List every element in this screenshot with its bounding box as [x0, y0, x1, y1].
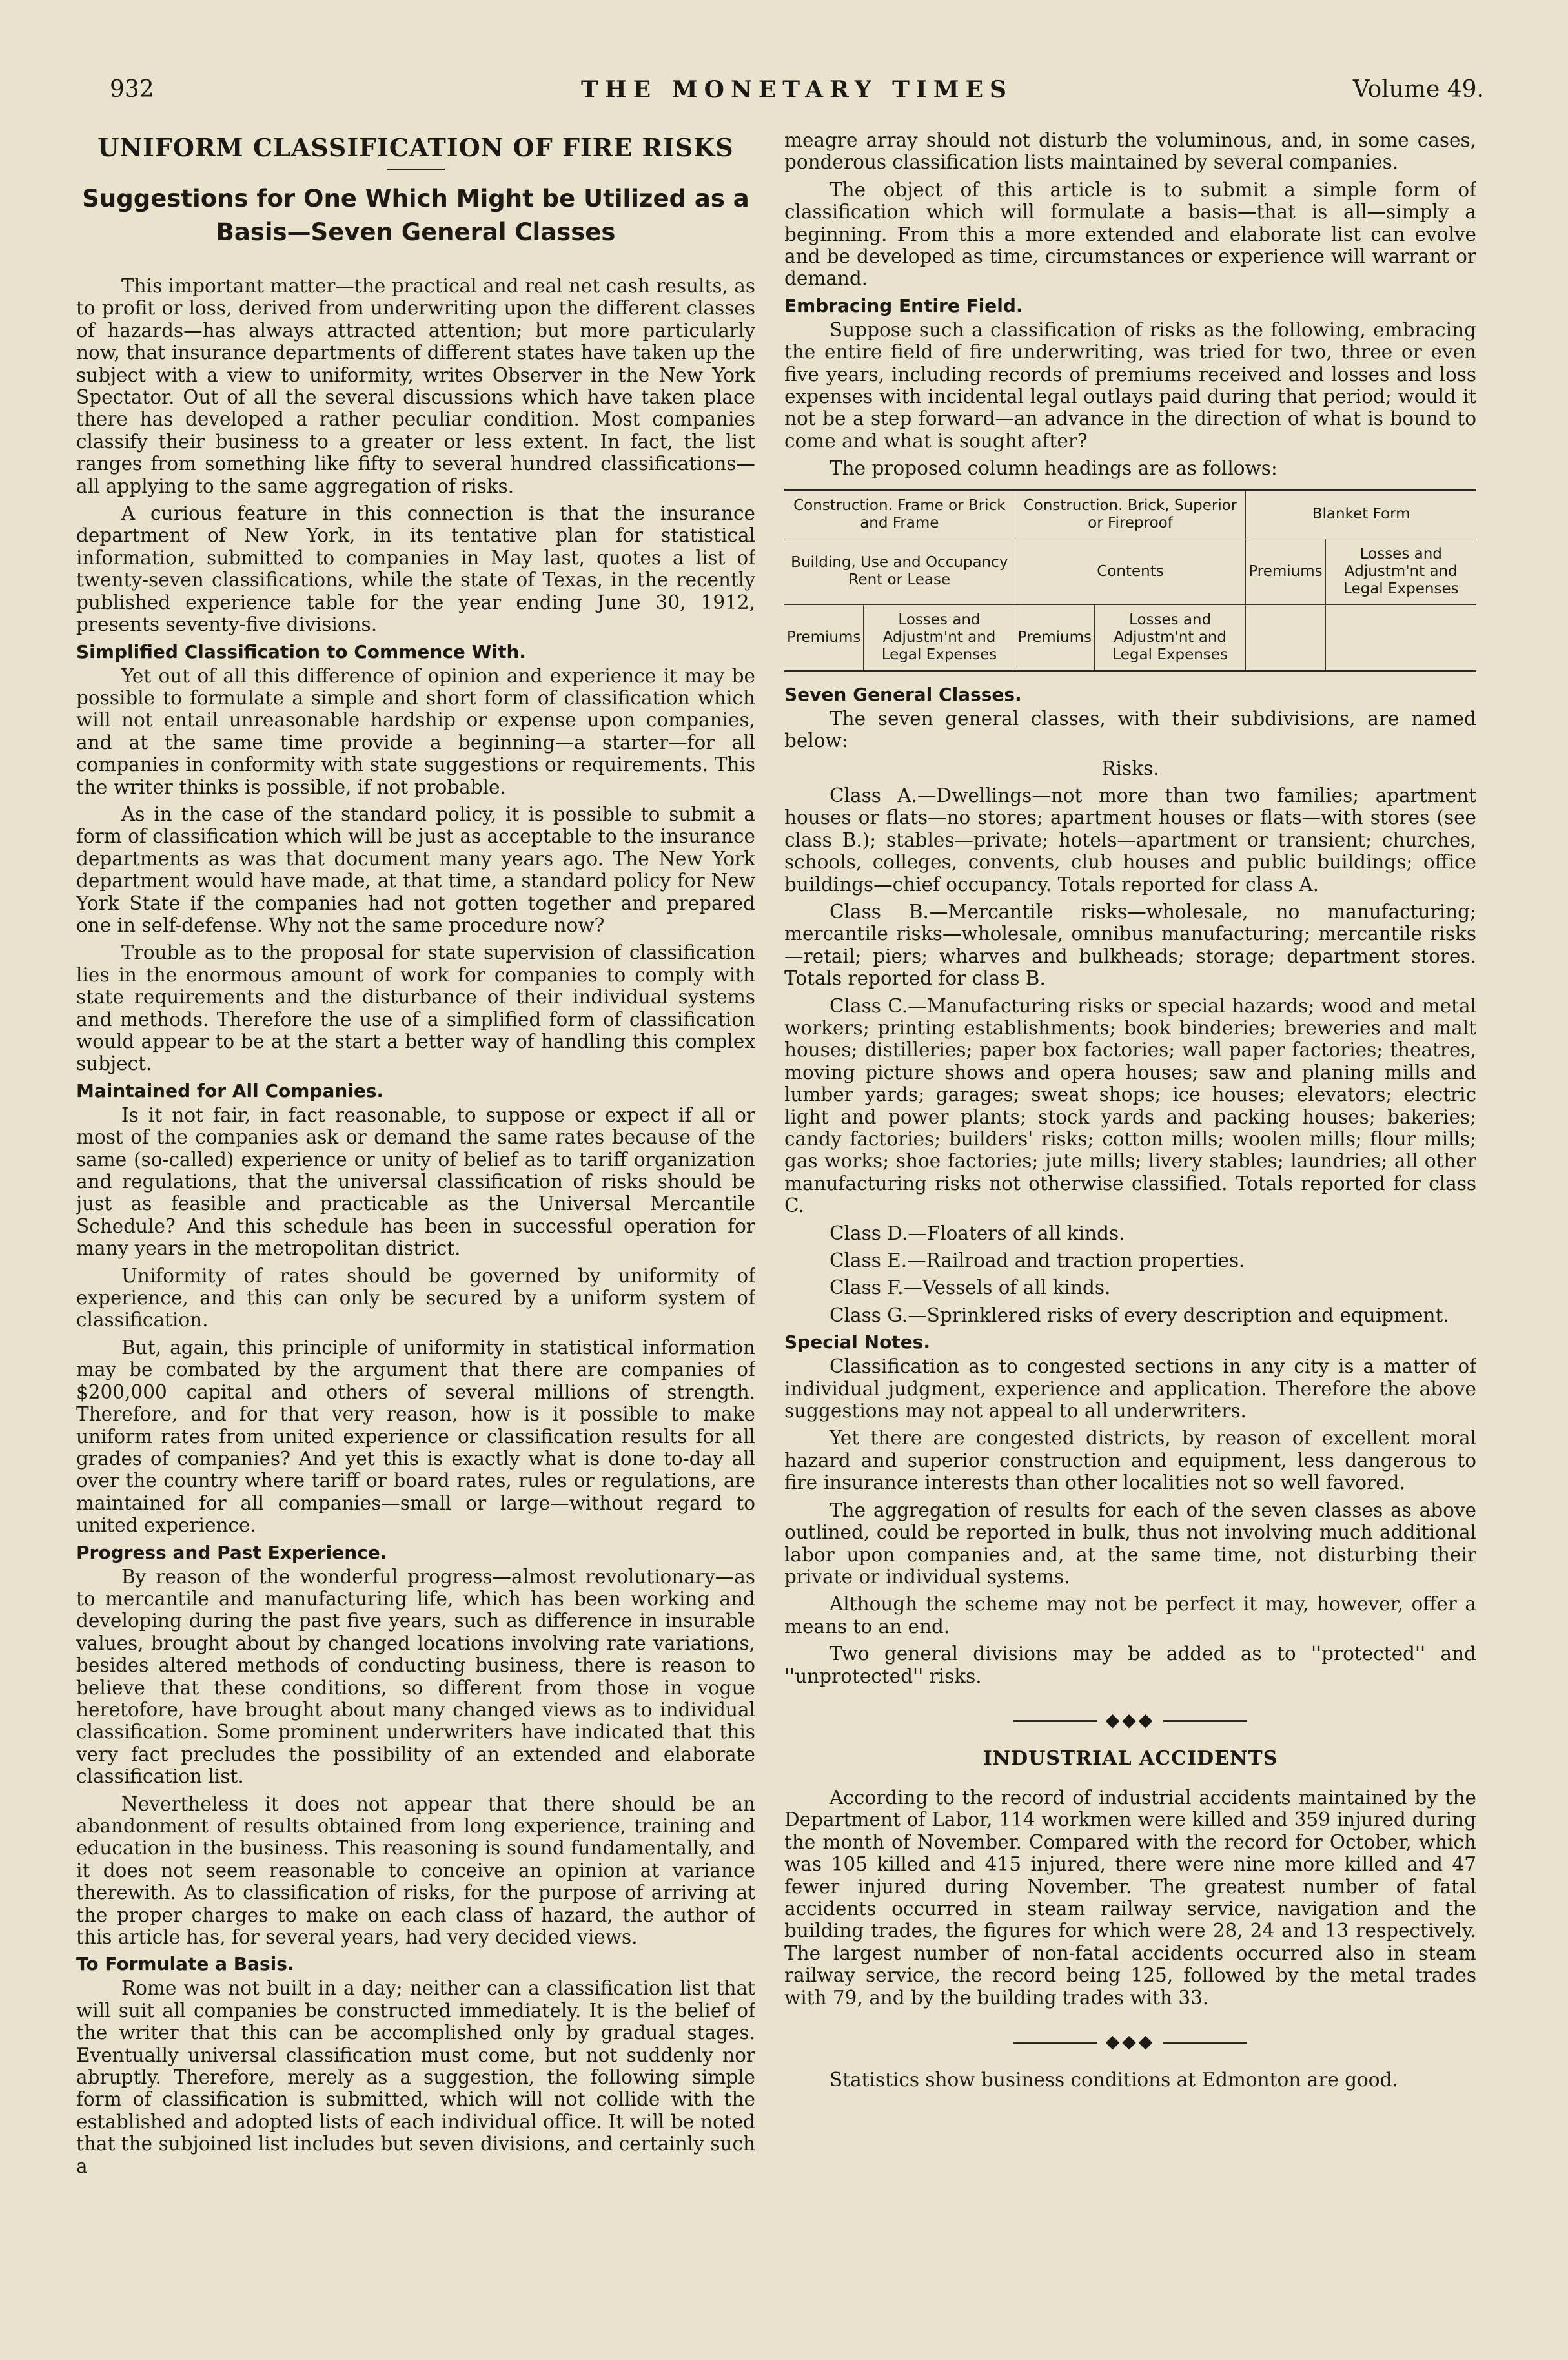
paragraph: Yet there are congested districts, by reason of excellent moral hazard and superior construction and equipment, less dangerous to fire insurance interests than other localities not so well favored.	[784, 1427, 1476, 1494]
cell-empty	[1246, 604, 1325, 671]
cell-losses: Losses and Adjustm'nt and Legal Expenses	[864, 604, 1015, 671]
paragraph: As in the case of the standard policy, it is possible to submit a form of classification which will be just as acceptable to the insurance departments as was that document many years ago. The New York department would have made, at that time, a standard policy for New York State if the companies had not gotten together and prepared one in self-defense. Why not the same procedure now?	[76, 803, 755, 936]
ornament-divider: ◆◆◆	[784, 1709, 1476, 1730]
footnote: Statistics show business conditions at Edmonton are good.	[830, 2069, 1398, 2091]
cell-empty	[1325, 604, 1476, 671]
header-brick: Construction. Brick, Superior or Fireproof	[1015, 489, 1246, 539]
cell-premiums: Premiums	[784, 604, 864, 671]
title-rule	[387, 169, 445, 170]
cell-losses: Losses and Adjustm'nt and Legal Expenses	[1325, 539, 1476, 604]
running-head	[110, 76, 1484, 108]
paragraph: Yet out of all this difference of opinion and experience it may be possible to formulate a simple and short form of classification which will not entail unreasonable hardship or expense upon companies, and at the same time provide a beginning—a starter—for all companies in conformity with state suggestions or requirements. This the writer thinks is possible, if not probable.	[76, 664, 755, 798]
section-heading: Maintained for All Companies.	[76, 1080, 384, 1102]
ornament-divider: ◆◆◆	[784, 2031, 1476, 2052]
class-a: Class A.—Dwellings—not more than two families; apartment houses or flats—no stores; apartment houses or flats—with stores (see class B.); stables—private; hotels—apartment or transient; churches, schools, colleges, convents, club houses and public buildings; office buildings—chief occupancy. Totals reported for class A.	[784, 784, 1476, 896]
section-heading: Progress and Past Experience.	[76, 1541, 387, 1563]
paragraph: The proposed column headings are as follows:	[830, 457, 1278, 480]
article-subtitle: Suggestions for One Which Might be Utilized as a Basis—Seven General Classes	[82, 185, 749, 246]
section-heading: Special Notes.	[784, 1331, 930, 1353]
section-heading: Embracing Entire Field.	[784, 294, 1023, 316]
cell-losses: Losses and Adjustm'nt and Legal Expenses	[1094, 604, 1245, 671]
paragraph: Although the scheme may not be perfect it may, however, offer a means to an end.	[784, 1593, 1476, 1637]
paragraph: By reason of the wonderful progress—almost revolutionary—as to mercantile and manufacturing life, which has been working and developing during the past five years, such as difference in insurable values, brought about by changed locations involving rate variations, besides altered methods of conducting business, there is reason to believe that these conditions, so different from those in vogue heretofore, have brought about many changed views as to individual classification. Some prominent underwriters have indicated that this very fact precludes the possibility of an extended and elaborate classification list.	[76, 1565, 755, 1788]
risks-label: Risks.	[1101, 757, 1159, 779]
header-frame: Construction. Frame or Brick and Frame	[784, 489, 1015, 539]
paragraph: Is it not fair, in fact reasonable, to suppose or expect if all or most of the companies ask or demand the same rates because of the same (so-called) experience or unity of belief as to tariff organization and regulations, that the universal classification of risks should be just as feasible and practicable as the Universal Mercantile Schedule? And this schedule has been in successful operation for many years in the metropolitan district.	[76, 1103, 755, 1260]
paragraph: Two general divisions may be added as to ''protected'' and ''unprotected'' risks.	[784, 1643, 1476, 1687]
cell-premiums: Premiums	[1246, 539, 1325, 604]
section-heading: To Formulate a Basis.	[76, 1953, 294, 1975]
paragraph: The object of this article is to submit a simple form of classification which will formulate a basis—that is all—simply a beginning. From this a more extended and elaborate list can evolve and be developed as time, circumstances or experience will warrant or demand.	[784, 178, 1476, 290]
paragraph: But, again, this principle of uniformity in statistical information may be combated by the argument that there are companies of $200,000 capital and others of several millions of strength. Therefore, and for that very reason, how is it possible to make uniform rates from united experience or classification results for all grades of companies? And yet this is exactly what is done to-day all over the country where tariff or board rates, rules or regulations, are maintained for all companies—small or large—without regard to united experience.	[76, 1336, 755, 1537]
section-heading: Seven General Classes.	[784, 683, 1022, 705]
paragraph: According to the record of industrial accidents maintained by the Department of Labor, 114 workmen were killed and 359 injured during the month of November. Compared with the record for October, which was 105 killed and 415 injured, there were nine more killed and 47 fewer injured during November. The greatest number of fatal accidents occurred in steam railway service, navigation and the building trades, the figures for which were 28, 24 and 13 respectively. The largest number of non-fatal accidents occurred also in steam railway service, the record being 125, followed by the metal trades with 79, and by the building trades with 33.	[784, 1786, 1476, 2009]
right-column	[784, 129, 1476, 2318]
paragraph: The aggregation of results for each of the seven classes as above outlined, could be reported in bulk, thus not involving much additional labor upon companies and, at the same time, not disturbing their private or individual systems.	[784, 1499, 1476, 1588]
class-e: Class E.—Railroad and traction properties.	[830, 1249, 1245, 1272]
cell-premiums: Premiums	[1015, 604, 1094, 671]
header-blanket: Blanket Form	[1246, 489, 1476, 539]
paragraph: This important matter—the practical and real net cash results, as to profit or loss, derived from underwriting upon the different classes of hazards—has always attracted attention; but more particularly now, that insurance departments of different states have taken up the subject with a view to uniformity, writes Observer in the New York Spectator. Out of all the several discussions which have taken place there has developed a rather peculiar condition. Most companies classify their business to a greater or less extent. In fact, the list ranges from something like fifty to several hundred classifications—all applying to the same aggregation of risks.	[76, 275, 755, 497]
paragraph: Classification as to congested sections in any city is a matter of individual judgment, experience and application. Therefore the above suggestions may not appeal to all underwriters.	[784, 1355, 1476, 1422]
column-headings-table	[784, 489, 1476, 672]
class-g: Class G.—Sprinklered risks of every description and equipment.	[830, 1304, 1449, 1326]
class-f: Class F.—Vessels of all kinds.	[830, 1277, 1111, 1299]
header-contents: Contents	[1015, 539, 1246, 604]
page-number: 932	[110, 76, 154, 103]
paragraph: Nevertheless it does not appear that there should be an abandonment of results obtained from long experience, training and education in the business. This reasoning is sound fundamentally, and it does not seem reasonable to conceive an opinion at variance therewith. As to classification of risks, for the purpose of arriving at the proper charges to make on each class of hazard, the author of this article has, for several years, had very decided views.	[76, 1792, 755, 1949]
header-building: Building, Use and Occupancy Rent or Lease	[784, 539, 1015, 604]
paragraph: Uniformity of rates should be governed by uniformity of experience, and this can only be secured by a uniform system of classification.	[76, 1264, 755, 1331]
paragraph: Suppose such a classification of risks as the following, embracing the entire field of fire underwriting, was tried for two, three or even five years, including records of premiums received and losses and loss expenses with incidental legal outlays paid during that period; would it not be a step forward—an advance in the direction of what is bound to come and what is sought after?	[784, 318, 1476, 452]
paragraph: Trouble as to the proposal for state supervision of classification lies in the enormous amount of work for companies to comply with state requirements and the disturbance of their individual systems and methods. Therefore the use of a simplified form of classification would appear to be at the start a better way of handling this complex subject.	[76, 941, 755, 1075]
section-heading: Simplified Classification to Commence With.	[76, 641, 527, 662]
paragraph: meagre array should not disturb the voluminous, and, in some cases, ponderous classification lists maintained by several companies.	[784, 129, 1476, 174]
journal-title: THE MONETARY TIMES	[580, 76, 1013, 103]
article-title: UNIFORM CLASSIFICATION OF FIRE RISKS	[97, 133, 734, 162]
paragraph: A curious feature in this connection is that the insurance department of New York, in its tentative plan for statistical information, submitted to companies in May last, quotes a list of twenty-seven classifications, while the state of Texas, in the recently published experience table for the year ending June 30, 1912, presents seventy-five divisions.	[76, 502, 755, 636]
left-column	[76, 129, 755, 2318]
paragraph: Rome was not built in a day; neither can a classification list that will suit all companies be constructed immediately. It is the belief of the writer that this can be accomplished only by gradual stages. Eventually universal classification must come, but not suddenly nor abruptly. Therefore, merely as a suggestion, the following simple form of classification is submitted, which will not collide with the established and adopted lists of each individual office. It will be noted that the subjoined list includes but seven divisions, and certainly such a	[76, 1977, 755, 2177]
class-d: Class D.—Floaters of all kinds.	[830, 1222, 1125, 1244]
class-c: Class C.—Manufacturing risks or special hazards; wood and metal workers; printing establishments; book binderies; breweries and malt houses; distilleries; paper box factories; wall paper factories; theatres, moving picture shows and opera houses; saw and planing mills and lumber yards; garages; sweat shops; ice houses; elevators; electric light and power plants; stock yards and packing houses; bakeries; candy factories; builders' risks; cotton mills; woolen mills; flour mills; gas works; shoe factories; jute mills; livery stables; laundries; all other manufacturing risks not otherwise classified. Totals reported for class C.	[784, 994, 1476, 1217]
industrial-title: INDUSTRIAL ACCIDENTS	[983, 1747, 1278, 1770]
volume-label: Volume 49.	[1352, 76, 1484, 103]
class-b: Class B.—Mercantile risks—wholesale, no manufacturing; mercantile risks—wholesale, omnibus manufacturing; mercantile risks—retail; piers; wharves and bulkheads; storage; department stores. Totals reported for class B.	[784, 900, 1476, 990]
paragraph: The seven general classes, with their subdivisions, are named below:	[784, 707, 1476, 752]
